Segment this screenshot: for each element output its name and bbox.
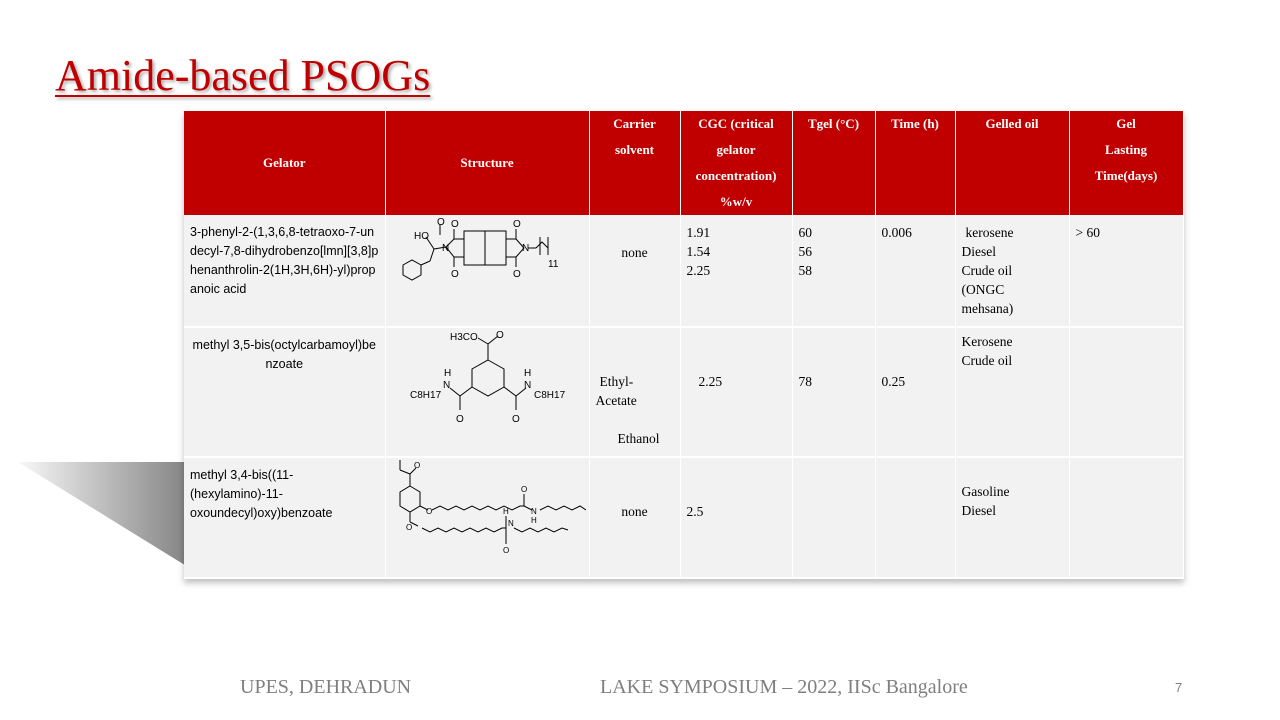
svg-text:O: O (425, 507, 432, 516)
carrier-solvent-cell: Ethyl- Acetate Ethanol (589, 327, 680, 457)
table-row (184, 457, 1183, 578)
dialkoxy-benzoate-structure (388, 460, 586, 575)
structure-cell (385, 327, 589, 457)
lasting-time-cell (1069, 327, 1183, 457)
svg-text:C8H17: C8H17 (533, 390, 565, 401)
benzoate-bisamide-structure (388, 330, 586, 449)
svg-text:O: O (502, 546, 509, 555)
svg-text:O: O (455, 414, 464, 425)
structure-cell (385, 457, 589, 578)
footer-event: LAKE SYMPOSIUM – 2022, IISc Bangalore (600, 676, 968, 698)
cgc-cell: 2.5 (680, 457, 792, 578)
gelator-name: methyl 3,4-bis((11-(hexylamino)-11-oxoundecyl)oxy)benzoate (184, 457, 385, 578)
carrier-solvent: none (621, 245, 648, 260)
naphthalene-diimide-structure (388, 217, 586, 317)
svg-text:O: O (512, 269, 521, 280)
gelator-name: methyl 3,5-bis(octylcarbamoyl)benzoate (184, 327, 385, 457)
svg-text:N: N (441, 243, 449, 254)
carrier-solvent-cell (589, 215, 680, 327)
svg-text:N: N (507, 519, 514, 528)
gelled-oil-cell: Kerosene Crude oil (955, 327, 1069, 457)
tgel-cell: 78 (792, 327, 875, 457)
svg-text:O: O (512, 219, 521, 230)
header-cgc: CGC (critical gelator concentration) %w/v (680, 111, 792, 215)
header-time: Time (h) (875, 111, 955, 215)
svg-text:O: O (413, 461, 420, 470)
time-cell: 0.25 (875, 327, 955, 457)
svg-text:O: O (436, 217, 445, 228)
svg-text:H: H (530, 516, 537, 525)
svg-text:HO: HO (413, 231, 429, 242)
header-carrier-solvent: Carrier solvent (589, 111, 680, 215)
svg-text:O: O (405, 523, 412, 532)
tgel-cell: 60 56 58 (792, 215, 875, 327)
gelator-name: 3-phenyl-2-(1,3,6,8-tetraoxo-7-undecyl-7,8-dihydrobenzo[lmn][3,8]phenanthrolin-2(1H,3H,6H)-yl)propanoic acid (184, 215, 385, 327)
table-header-row (184, 111, 1183, 215)
table-row (184, 215, 1183, 327)
tgel-cell (792, 457, 875, 578)
carrier-solvent-cell: none (589, 457, 680, 578)
cgc-cell: 1.91 1.54 2.25 (680, 215, 792, 327)
svg-text:N: N (523, 380, 531, 391)
svg-text:O: O (450, 219, 459, 230)
time-cell (875, 457, 955, 578)
header-gel-lasting-time: Gel Lasting Time(days) (1069, 111, 1183, 215)
lasting-time-cell (1069, 457, 1183, 578)
structure-cell (385, 215, 589, 327)
gelator-table (184, 111, 1184, 579)
decorative-shadow (18, 462, 188, 567)
header-tgel: Tgel (°C) (792, 111, 875, 215)
header-gelator: Gelator (184, 111, 385, 215)
svg-text:H: H (443, 368, 451, 379)
svg-text:C8H17: C8H17 (409, 390, 441, 401)
svg-text:11: 11 (547, 259, 558, 270)
header-gelled-oil: Gelled oil (955, 111, 1069, 215)
lasting-time-cell: > 60 (1069, 215, 1183, 327)
page-number: 7 (1175, 680, 1183, 695)
slide-title: Amide-based PSOGs (55, 51, 431, 100)
svg-text:N: N (442, 380, 450, 391)
svg-text:H: H (502, 507, 509, 516)
svg-text:N: N (521, 243, 529, 254)
svg-text:H: H (523, 368, 531, 379)
svg-text:N: N (530, 507, 537, 516)
svg-text:H3CO: H3CO (449, 332, 478, 343)
footer-organization: UPES, DEHRADUN (240, 676, 412, 698)
svg-text:O: O (520, 485, 527, 494)
gelled-oil-cell: Gasoline Diesel (955, 457, 1069, 578)
svg-text:O: O (495, 330, 504, 341)
gelled-oil-cell: kerosene Diesel Crude oil (ONGC mehsana) (955, 215, 1069, 327)
table-row (184, 327, 1183, 457)
svg-text:O: O (511, 414, 520, 425)
svg-text:O: O (450, 269, 459, 280)
header-structure: Structure (385, 111, 589, 215)
time-cell: 0.006 (875, 215, 955, 327)
cgc-cell: 2.25 (680, 327, 792, 457)
